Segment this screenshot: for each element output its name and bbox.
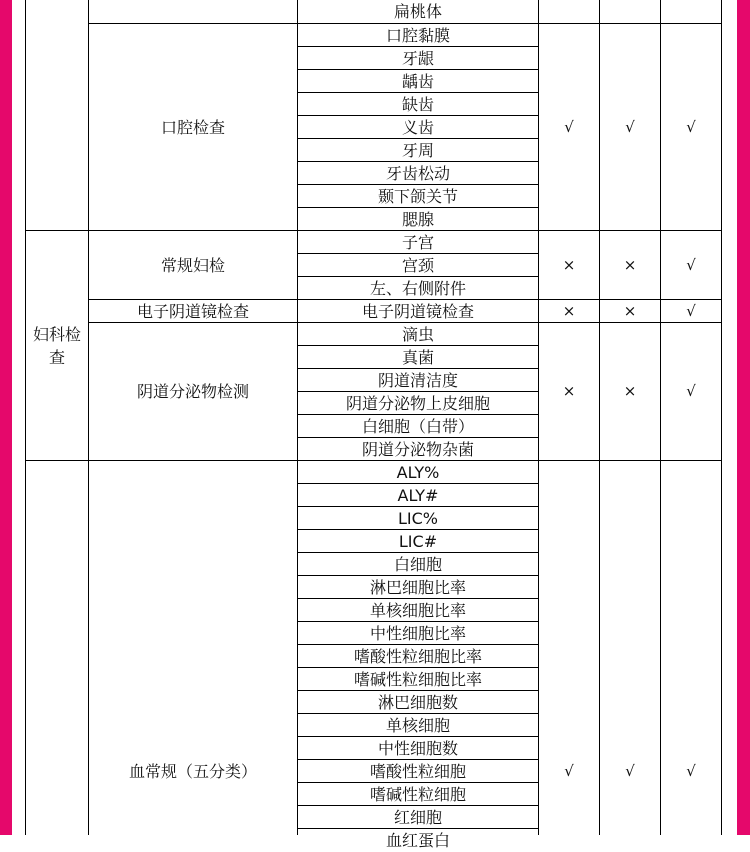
item-cell: 红细胞 (298, 806, 539, 829)
item-cell: 单核细胞比率 (298, 599, 539, 622)
group-label-blood-routine: 血常规（五分类） (89, 461, 298, 835)
item-cell: 阴道清洁度 (298, 369, 539, 392)
item-cell: 嗜酸性粒细胞比率 (298, 645, 539, 668)
item-cell: 单核细胞 (298, 714, 539, 737)
availability-mark: √ (661, 231, 722, 300)
item-cell: ALY# (298, 484, 539, 507)
availability-mark: √ (661, 24, 722, 231)
availability-mark: × (600, 300, 661, 323)
item-cell: 中性细胞数 (298, 737, 539, 760)
category-cell-gynecology (26, 231, 89, 461)
availability-mark-cell (600, 0, 661, 24)
item-cell: 淋巴细胞比率 (298, 576, 539, 599)
group-cell-continued (89, 0, 298, 24)
item-cell: 嗜酸性粒细胞 (298, 760, 539, 783)
category-cell-blood (26, 461, 89, 835)
availability-mark: √ (661, 323, 722, 461)
item-cell: LIC# (298, 530, 539, 553)
item-cell: 牙龈 (298, 47, 539, 70)
group-label-routine-gyn: 常规妇检 (89, 231, 298, 300)
item-cell: 阴道分泌物上皮细胞 (298, 392, 539, 415)
availability-mark: × (600, 323, 661, 461)
item-cell: ALY% (298, 461, 539, 484)
item-cell: 滴虫 (298, 323, 539, 346)
item-cell: 腮腺 (298, 208, 539, 231)
item-cell: 颞下颌关节 (298, 185, 539, 208)
item-cell: 子宫 (298, 231, 539, 254)
availability-mark: × (600, 231, 661, 300)
availability-mark: √ (600, 24, 661, 231)
availability-mark: × (539, 300, 600, 323)
item-cell: 扁桃体 (298, 0, 539, 24)
group-label-oral: 口腔检查 (89, 24, 298, 231)
item-cell: 宫颈 (298, 254, 539, 277)
availability-mark-cell (539, 0, 600, 24)
item-cell: LIC% (298, 507, 539, 530)
availability-mark: √ (661, 461, 722, 835)
item-cell: 牙齿松动 (298, 162, 539, 185)
item-cell: 龋齿 (298, 70, 539, 93)
group-label-vaginal-secretion: 阴道分泌物检测 (89, 323, 298, 461)
group-label-colposcopy: 电子阴道镜检查 (89, 300, 298, 323)
item-cell: 中性细胞比率 (298, 622, 539, 645)
availability-mark: × (539, 231, 600, 300)
availability-mark: √ (539, 461, 600, 835)
availability-mark: √ (661, 300, 722, 323)
category-cell-continued (26, 0, 89, 231)
item-cell: 牙周 (298, 139, 539, 162)
right-accent-stripe (737, 0, 750, 835)
item-cell: 电子阴道镜检查 (298, 300, 539, 323)
item-cell: 阴道分泌物杂菌 (298, 438, 539, 461)
availability-mark-cell (661, 0, 722, 24)
item-cell: 淋巴细胞数 (298, 691, 539, 714)
item-cell: 嗜碱性粒细胞 (298, 783, 539, 806)
left-accent-stripe (0, 0, 12, 835)
availability-mark: √ (539, 24, 600, 231)
item-cell: 白细胞 (298, 553, 539, 576)
item-cell: 义齿 (298, 116, 539, 139)
checkup-items-table (25, 0, 722, 850)
item-cell: 左、右侧附件 (298, 277, 539, 300)
item-cell: 血红蛋白 (298, 829, 539, 835)
item-cell: 缺齿 (298, 93, 539, 116)
category-label: 妇科检查 (32, 324, 81, 367)
item-cell: 白细胞（白带） (298, 415, 539, 438)
item-cell: 口腔黏膜 (298, 24, 539, 47)
availability-mark: √ (600, 461, 661, 835)
item-cell: 嗜碱性粒细胞比率 (298, 668, 539, 691)
availability-mark: × (539, 323, 600, 461)
item-cell: 真菌 (298, 346, 539, 369)
